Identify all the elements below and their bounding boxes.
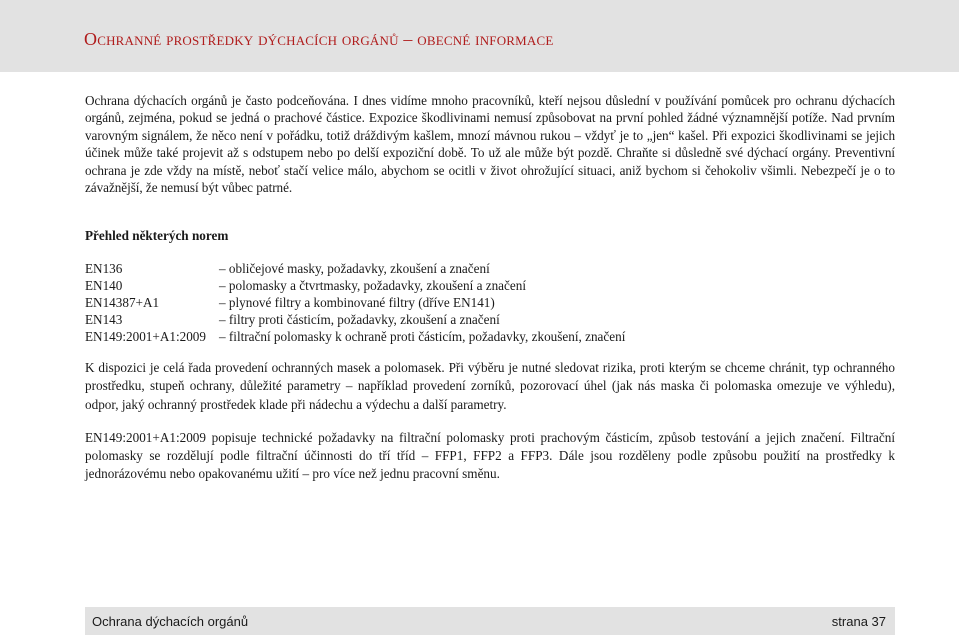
norm-row — [85, 278, 625, 295]
norm-description: – plynové filtry a kombinované filtry (dříve EN141) — [219, 294, 495, 310]
norm-row — [85, 329, 625, 346]
page-footer — [85, 607, 895, 635]
norm-description: – filtrační polomasky k ochraně proti částicím, požadavky, zkoušení, značení — [219, 328, 626, 344]
norm-code: EN143 — [85, 311, 123, 327]
page-title: Ochranné prostředky dýchacích orgánů – obecné informace — [84, 29, 554, 49]
norm-row — [85, 312, 625, 329]
norm-description: – polomasky a čtvrtmasky, požadavky, zkoušení a značení — [219, 277, 526, 293]
intro-section — [85, 92, 895, 196]
norm-row — [85, 295, 625, 312]
norms-section-title: Přehled některých norem — [85, 228, 229, 243]
page-number: strana 37 — [831, 614, 886, 629]
norm-code: EN136 — [85, 261, 123, 276]
masks-paragraph: K dispozici je celá řada provedení ochranných masek a polomasek. Při výběru je nutné sledovat rizika, proti kterým se chceme chránit, typ ochranného prostředku, stupeň ochrany, důležité parametry – například provedení zorníků, pozorovací úhel (jak nás maska či polomaska omezuje ve výhledu), odpor, jaký ochranný prostředek klade při nádechu a výdechu a další parametry. — [85, 360, 895, 412]
norm-description: – filtry proti částicím, požadavky, zkoušení a značení — [219, 311, 500, 327]
norm-code: EN14387+A1 — [85, 294, 160, 310]
norm-row — [85, 261, 625, 278]
norm-code: EN149:2001+A1:2009 — [85, 328, 206, 344]
standard-paragraph: EN149:2001+A1:2009 popisuje technické požadavky na filtrační polomasky proti prachovým částicím, způsob testování a jejich značení. Filtrační polomasky se rozdělují podle filtrační účinnosti do tří tříd – FFP1, FFP2 a FFP3. Dále jsou rozděleny podle způsobu použití na prostředky k jednorázovému nebo opakovanému užití – pro více než jednu pracovní směnu. — [85, 430, 895, 481]
page-header — [0, 0, 959, 72]
footer-document-title: Ochrana dýchacích orgánů — [92, 614, 249, 629]
norm-code: EN140 — [85, 277, 123, 293]
norms-list — [85, 261, 625, 346]
intro-paragraph: Ochrana dýchacích orgánů je často podceňována. I dnes vidíme mnoho pracovníků, kteří nejsou důslední v používání pomůcek pro ochranu dýchacích orgánů, zejména, pokud se jedná o prachové částice. Expozice škodlivinami nemusí způsobovat na první pohled žádné významnější potíže. Nad prvním varovným signálem, že něco není v pořádku, totiž dráždivým kašlem, mnozí mávnou rukou – vždyť je to „jen“ kašel. Při expozici škodlivinami se jejich účinek může také projevit až s odstupem nebo po delší expoziční době. To už ale může být pozdě. Chraňte si důsledně své dýchací orgány. Preventivní ochrana je zde vždy na místě, neboť stačí velice málo, abychom se ocitli v život ohrožující situaci, aniž bychom si čehokoliv všimli. Nebezpečí je o to závažnější, že nemusí být vůbec patrné. — [85, 93, 895, 196]
norm-description: – obličejové masky, požadavky, zkoušení a značení — [219, 261, 490, 276]
